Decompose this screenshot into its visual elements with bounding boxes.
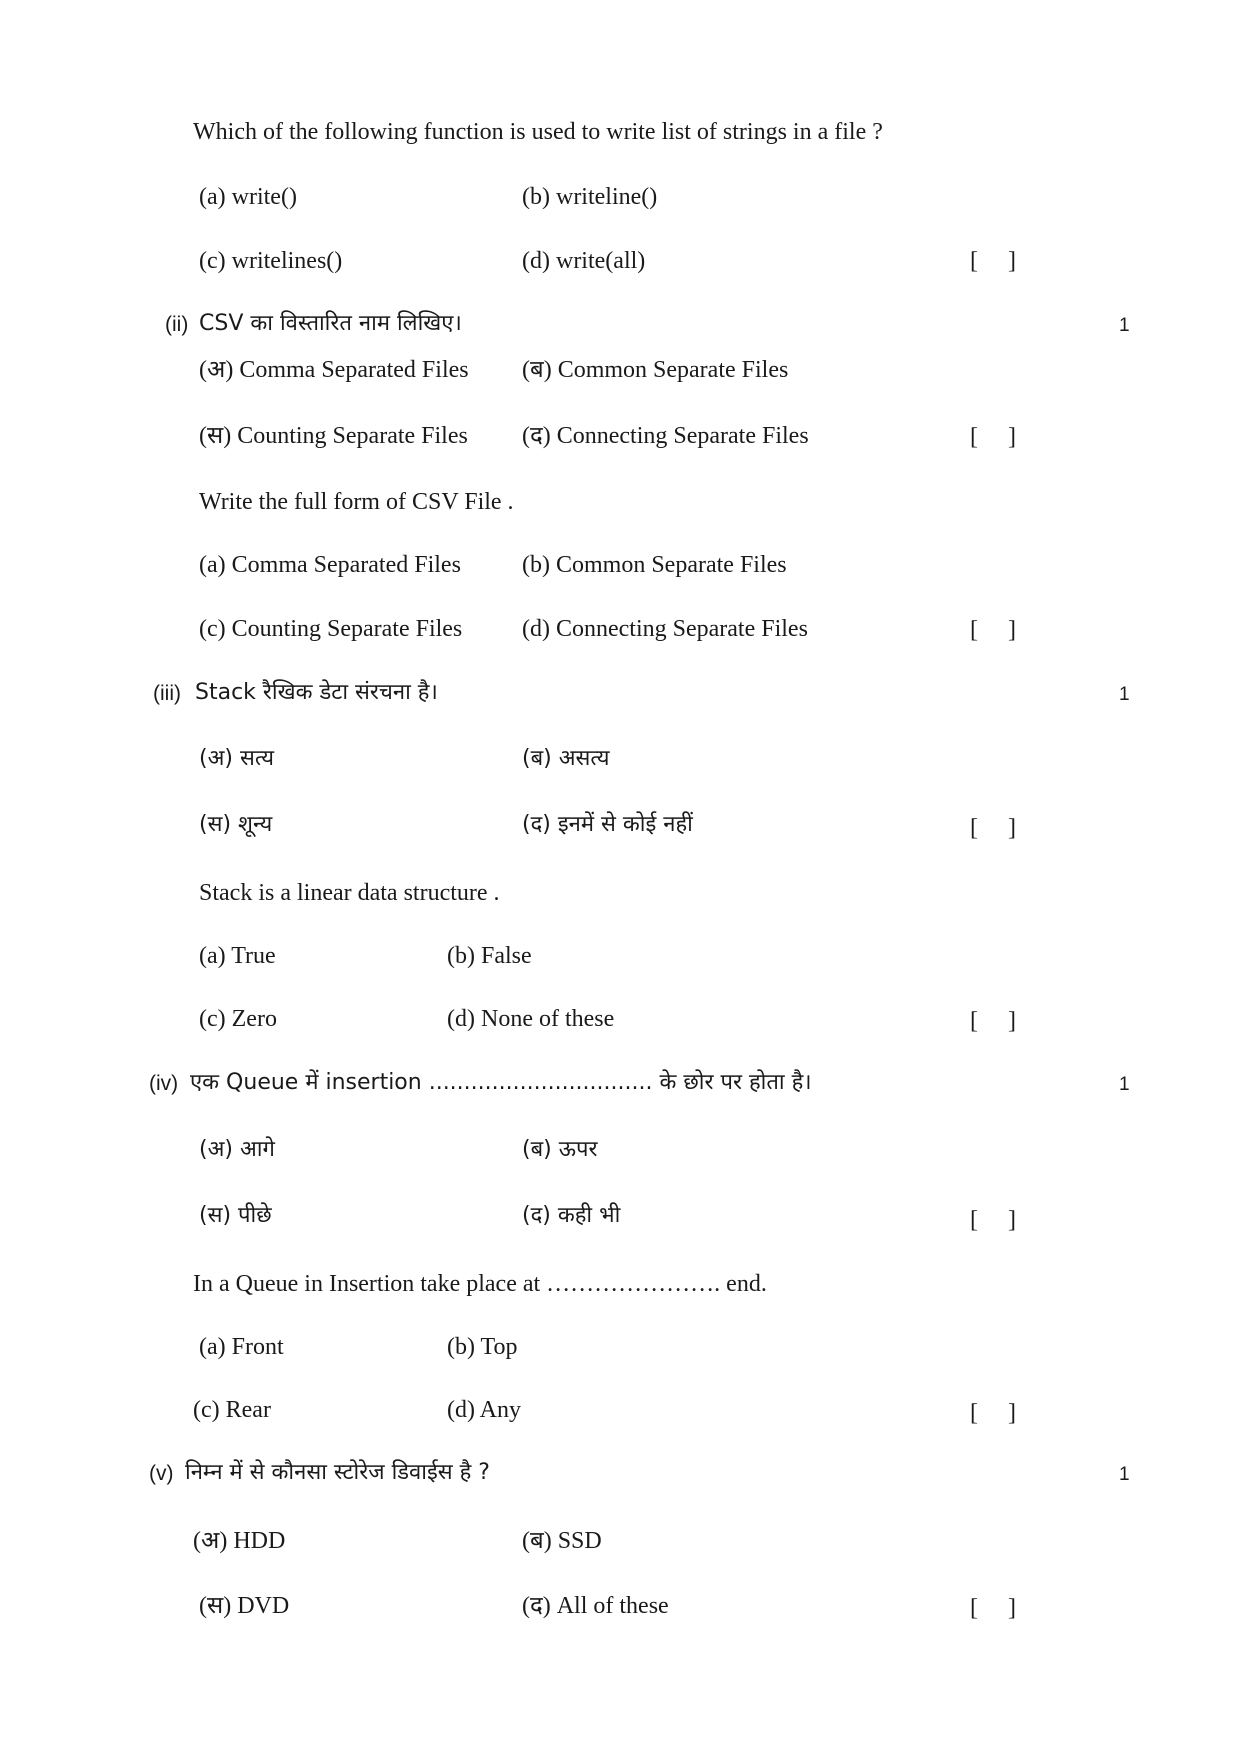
q1-option-b: (b) writeline() xyxy=(522,184,658,210)
q3-number: (iii) xyxy=(153,682,181,705)
q1-answer-box: [ ] xyxy=(970,248,1016,274)
q4-hi-answer-box: [ ] xyxy=(970,1207,1016,1233)
q4-en-option-b: (b) Top xyxy=(447,1334,518,1360)
q3-marks: 1 xyxy=(1119,684,1130,705)
q5-option-b: (ब) SSD xyxy=(522,1528,602,1554)
q2-hi-option-b: (ब) Common Separate Files xyxy=(522,357,789,383)
q5-marks: 1 xyxy=(1119,1464,1130,1485)
q4-en-option-c: (c) Rear xyxy=(193,1397,271,1423)
q4-number: (iv) xyxy=(149,1072,179,1095)
q3-hi-option-c: (स) शून्य xyxy=(199,812,273,837)
q3-question-en: Stack is a linear data structure . xyxy=(199,880,500,906)
q2-number: (ii) xyxy=(165,313,189,336)
q4-en-answer-box: [ ] xyxy=(970,1400,1016,1426)
q3-en-option-d: (d) None of these xyxy=(447,1006,615,1032)
q5-number: (v) xyxy=(149,1462,174,1485)
q3-en-option-a: (a) True xyxy=(199,943,276,969)
q2-hi-option-d: (द) Connecting Separate Files xyxy=(522,423,809,449)
q1-option-d: (d) write(all) xyxy=(522,248,646,274)
q4-question-en: In a Queue in Insertion take place at …………………. end. xyxy=(193,1271,767,1297)
q2-hi-option-c: (स) Counting Separate Files xyxy=(199,423,468,449)
q2-en-option-c: (c) Counting Separate Files xyxy=(199,616,463,642)
q2-en-option-d: (d) Connecting Separate Files xyxy=(522,616,808,642)
q2-marks: 1 xyxy=(1119,315,1130,336)
q3-en-option-b: (b) False xyxy=(447,943,532,969)
q3-hi-answer-box: [ ] xyxy=(970,815,1016,841)
q1-option-a: (a) write() xyxy=(199,184,297,210)
q4-marks: 1 xyxy=(1119,1074,1130,1095)
q5-option-d: (द) All of these xyxy=(522,1593,669,1619)
q3-en-answer-box: [ ] xyxy=(970,1008,1016,1034)
q2-hi-answer-box: [ ] xyxy=(970,424,1016,450)
q4-question-hi: एक Queue में insertion ................................ के छोर पर होता है। xyxy=(190,1070,812,1095)
q1-question-en: Which of the following function is used to write list of strings in a file ? xyxy=(193,119,883,145)
q3-hi-option-a: (अ) सत्य xyxy=(199,746,274,771)
q2-en-option-a: (a) Comma Separated Files xyxy=(199,552,461,578)
q3-en-option-c: (c) Zero xyxy=(199,1006,277,1032)
q2-question-en: Write the full form of CSV File . xyxy=(199,489,514,515)
q5-option-c: (स) DVD xyxy=(199,1593,290,1619)
q4-hi-option-b: (ब) ऊपर xyxy=(522,1137,598,1162)
q1-option-c: (c) writelines() xyxy=(199,248,343,274)
q5-option-a: (अ) HDD xyxy=(193,1528,286,1554)
q3-hi-option-b: (ब) असत्य xyxy=(522,746,610,771)
q5-answer-box: [ ] xyxy=(970,1595,1016,1621)
q4-hi-option-d: (द) कही भी xyxy=(522,1203,621,1228)
q2-question-hi: CSV का विस्तारित नाम लिखिए। xyxy=(199,311,462,336)
q2-en-option-b: (b) Common Separate Files xyxy=(522,552,787,578)
q4-en-option-a: (a) Front xyxy=(199,1334,284,1360)
q4-hi-option-c: (स) पीछे xyxy=(199,1203,272,1228)
q4-hi-option-a: (अ) आगे xyxy=(199,1137,275,1162)
q3-question-hi: Stack रैखिक डेटा संरचना है। xyxy=(195,680,438,705)
q3-hi-option-d: (द) इनमें से कोई नहीं xyxy=(522,812,693,837)
q5-question-hi: निम्न में से कौनसा स्टोरेज डिवाईस है ? xyxy=(185,1460,490,1485)
q2-en-answer-box: [ ] xyxy=(970,617,1016,643)
q2-hi-option-a: (अ) Comma Separated Files xyxy=(199,357,469,383)
q4-en-option-d: (d) Any xyxy=(447,1397,521,1423)
